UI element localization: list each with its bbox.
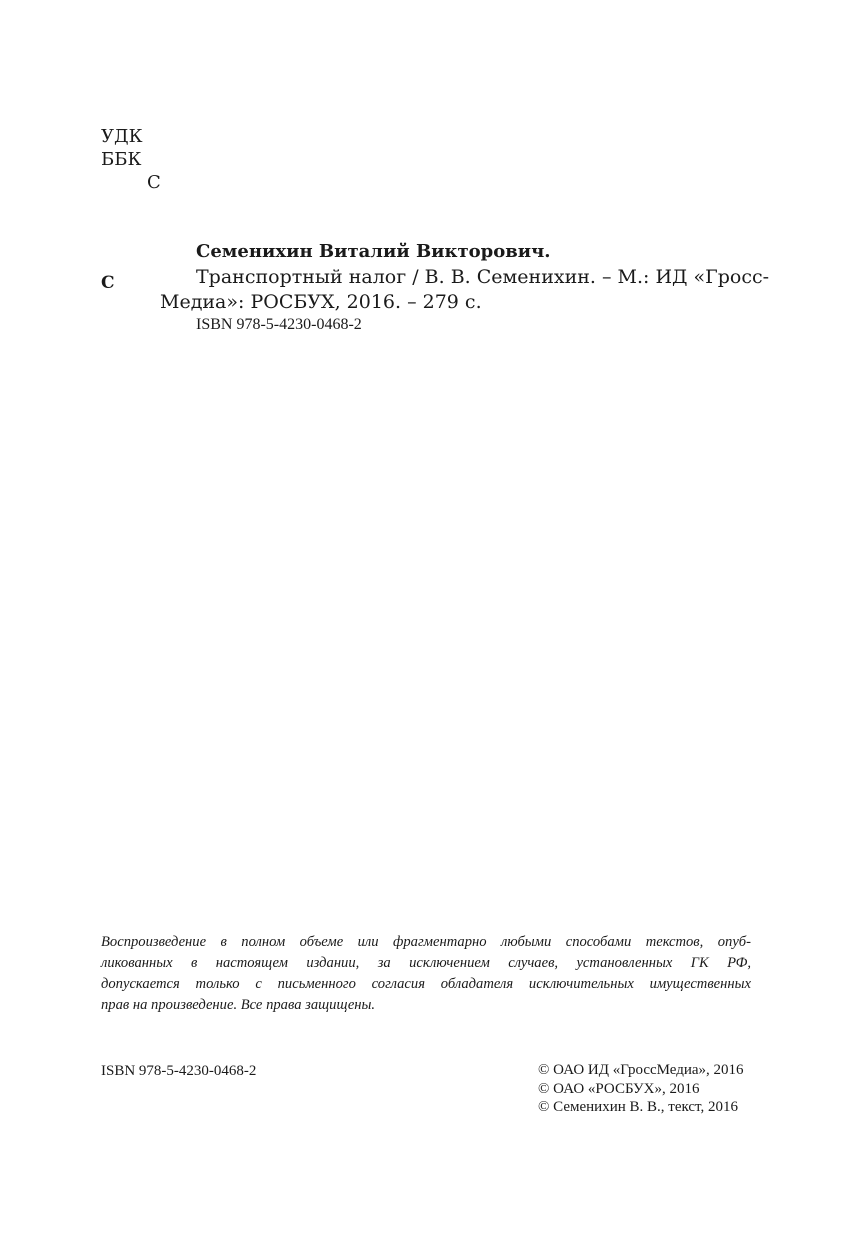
isbn-bottom: ISBN 978-5-4230-0468-2 — [101, 1063, 257, 1079]
copyright-line: © Семенихин В. В., текст, 2016 — [538, 1099, 738, 1115]
copyright-line: © ОАО ИД «ГроссМедиа», 2016 — [538, 1062, 744, 1078]
isbn-top: ISBN 978-5-4230-0468-2 — [196, 316, 362, 333]
author-mark: С — [101, 273, 115, 293]
notice-line: ликованных в настоящем издании, за исключением случаев, установленных ГК РФ, — [101, 955, 751, 971]
classification-code: С — [147, 172, 161, 193]
copyright-list — [538, 1061, 744, 1117]
copyright-line: © ОАО «РОСБУХ», 2016 — [538, 1080, 700, 1097]
author-name: Семенихин Виталий Викторович. — [196, 241, 551, 262]
bbk-label: ББК — [101, 149, 142, 170]
notice-line: прав на произведение. Все права защищены. — [101, 997, 376, 1013]
bibliographic-description-line-1: Транспортный налог / В. В. Семенихин. – М.: ИД «Гросс- — [196, 266, 770, 288]
copyright-notice — [101, 932, 751, 1016]
notice-line: допускается только с письменного согласия обладателя исключительных имущественных — [101, 976, 751, 992]
notice-line: Воспроизведение в полном объеме или фрагментарно любыми способами текстов, опуб- — [101, 934, 751, 950]
udk-label: УДК — [101, 126, 143, 147]
bibliographic-description-line-2: Медиа»: РОСБУХ, 2016. – 279 с. — [160, 291, 482, 313]
